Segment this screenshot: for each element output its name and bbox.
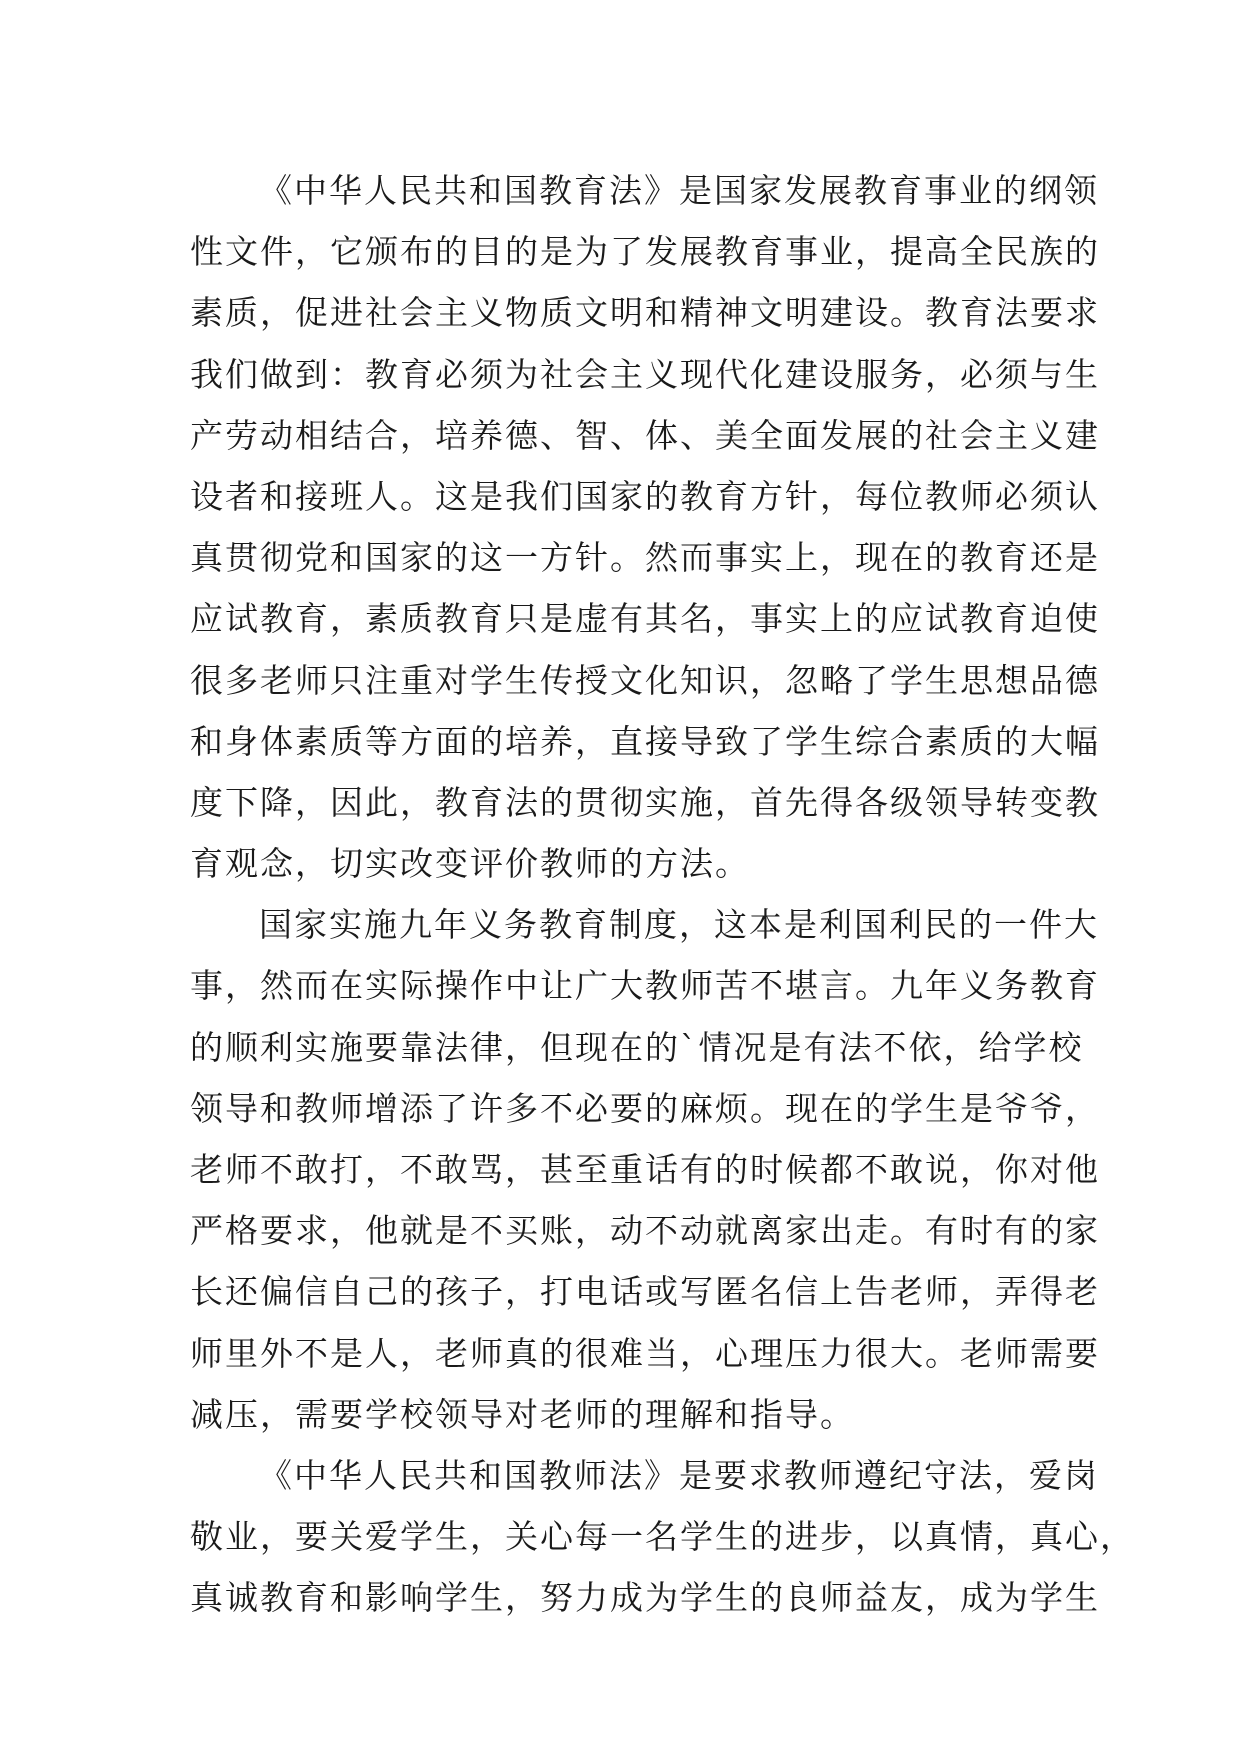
paragraph-1-line: 很多老师只注重对学生传授文化知识，忽略了学生思想品德 xyxy=(190,660,1100,700)
paragraph-1-line: 真贯彻党和国家的这一方针。然而事实上，现在的教育还是 xyxy=(190,538,1100,578)
paragraph-1-line: 性文件，它颁布的目的是为了发展教育事业，提高全民族的 xyxy=(190,232,1100,272)
paragraph-1-line: 育观念，切实改变评价教师的方法。 xyxy=(190,844,750,884)
paragraph-2-line: 领导和教师增添了许多不必要的麻烦。现在的学生是爷爷， xyxy=(190,1088,1100,1128)
paragraph-2-line: 事，然而在实际操作中让广大教师苦不堪言。九年义务教育 xyxy=(190,966,1100,1006)
paragraph-1-line: 我们做到：教育必须为社会主义现代化建设服务，必须与生 xyxy=(190,354,1100,394)
paragraph-2-line: 老师不敢打，不敢骂，甚至重话有的时候都不敢说，你对他 xyxy=(190,1150,1100,1189)
paragraph-2-line: 减压，需要学校领导对老师的理解和指导。 xyxy=(190,1394,855,1434)
paragraph-2-line: 国家实施九年义务教育制度，这本是利国利民的一件大 xyxy=(259,905,1099,945)
paragraph-2-line: 长还偏信自己的孩子，打电话或写匿名信上告老师，弄得老 xyxy=(190,1272,1100,1312)
paragraph-2-line: 严格要求，他就是不买账，动不动就离家出走。有时有的家 xyxy=(190,1211,1100,1251)
paragraph-1-line: 和身体素质等方面的培养，直接导致了学生综合素质的大幅 xyxy=(190,721,1100,761)
paragraph-1-line: 应试教育，素质教育只是虚有其名，事实上的应试教育迫使 xyxy=(190,599,1100,639)
paragraph-1-line: 设者和接班人。这是我们国家的教育方针，每位教师必须认 xyxy=(190,476,1100,516)
paragraph-2-line: 师里外不是人，老师真的很难当，心理压力很大。老师需要 xyxy=(190,1333,1100,1373)
paragraph-2-line: 的顺利实施要靠法律，但现在的`情况是有法不依，给学校 xyxy=(190,1027,1084,1067)
paragraph-3-line: 真诚教育和影响学生，努力成为学生的良师益友，成为学生 xyxy=(190,1578,1100,1618)
paragraph-1-line: 度下降，因此，教育法的贯彻实施，首先得各级领导转变教 xyxy=(190,782,1100,822)
paragraph-3-line: 《中华人民共和国教师法》是要求教师遵纪守法，爱岗 xyxy=(259,1455,1099,1495)
paragraph-1-line: 《中华人民共和国教育法》是国家发展教育事业的纲领 xyxy=(259,171,1099,210)
paragraph-3-line: 敬业，要关爱学生，关心每一名学生的进步，以真情，真心， xyxy=(190,1517,1135,1557)
document-body xyxy=(190,160,1135,1629)
paragraph-1-line: 产劳动相结合，培养德、智、体、美全面发展的社会主义建 xyxy=(190,415,1100,455)
paragraph-1-line: 素质，促进社会主义物质文明和精神文明建设。教育法要求 xyxy=(190,293,1100,333)
